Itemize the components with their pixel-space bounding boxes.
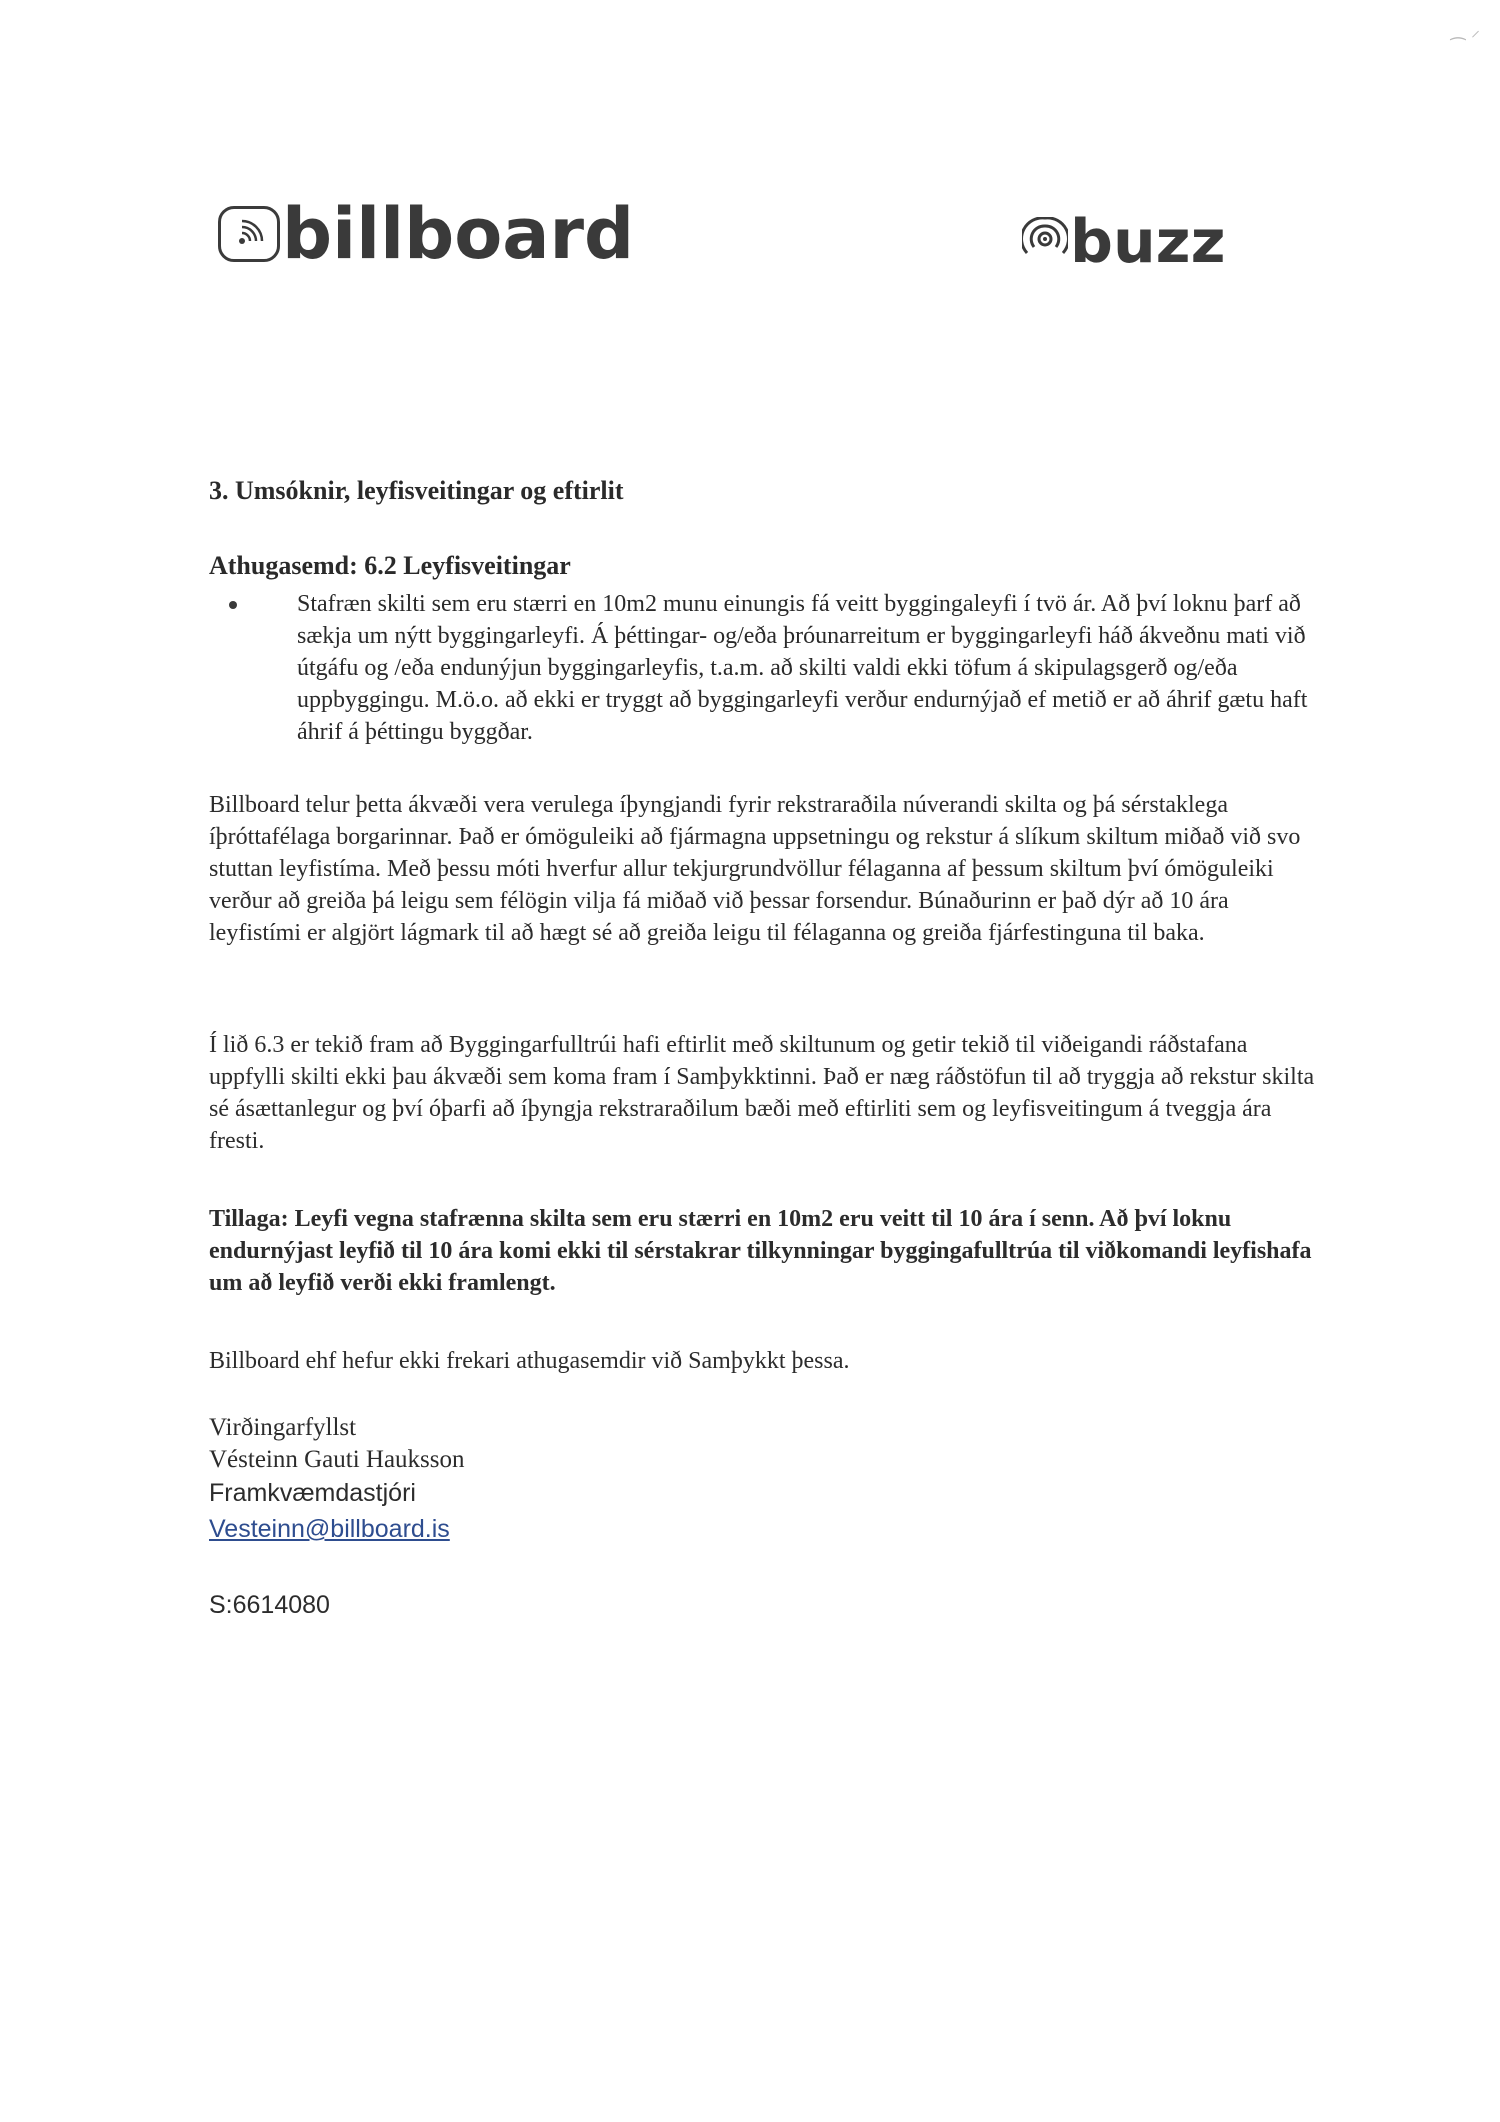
signature-email-link[interactable]: Vesteinn@billboard.is xyxy=(209,1515,450,1543)
signature-name: Vésteinn Gauti Hauksson xyxy=(209,1446,465,1473)
proposal-paragraph: Tillaga: Leyfi vegna stafrænna skilta sem eru stærri en 10m2 eru veitt til 10 ára í senn. Að því loknu endurnýjast leyfið til 10 ára komi ekki til sérstakrar tilkynningar byggingafulltrúa til viðkomandi leyfishafa um að leyfið verði ekki framlengt. xyxy=(209,1206,1312,1296)
list-item xyxy=(209,588,1319,748)
paragraph-oversight: Í lið 6.3 er tekið fram að Byggingarfulltrúi hafi eftirlit með skiltunum og getir tekið til viðeigandi ráðstafana uppfylli skilti ekki þau ákvæði sem koma fram í Samþykktinni. Það er næg ráðstöfun til að tryggja að rekstur skilta sé ásættanlegur og því óþarfi að íþyngja rekstraraðilum bæði með eftirliti sem og leyfisveitingum á tveggja ára fresti. xyxy=(209,1032,1315,1154)
broadcast-icon xyxy=(1022,217,1068,267)
signal-icon xyxy=(232,217,266,251)
bullet-text: Stafræn skilti sem eru stærri en 10m2 munu einungis fá veitt byggingaleyfi í tvö ár. Að því loknu þarf að sækja um nýtt byggingarleyfi. Á þéttingar- og/eða þróunarreitum er byggingarleyfi háð ákveðnu mati við útgáfu og /eða endunýjun byggingarleyfis, t.a.m. að skilti valdi ekki töfum á skipulagsgerð og/eða uppbyggingu. M.ö.o. að ekki er tryggt að byggingarleyfi verður endurnýjað ef metið er að áhrif gætu haft áhrif á þéttingu byggðar. xyxy=(297,591,1308,745)
paragraph-argument: Billboard telur þetta ákvæði vera verulega íþyngjandi fyrir rekstraraðila núverandi skilta og þá sérstaklega íþróttafélaga borgarinnar. Það er ómöguleiki að fjármagna uppsetningu og rekstur á slíkum skiltum miðað við svo stuttan leyfistíma. Með þessu móti hverfur allur tekjurgrundvöllur félaganna af þessum skiltum því ómöguleiki verður að greiða þá leigu sem félögin vilja fá miðað við þessar forsendur. Búnaðurinn er það dýr að 10 ára leyfistími er algjört lágmark til að hægt sé að greiða leigu til félaganna og greiða fjárfestinguna til baka. xyxy=(209,792,1301,946)
billboard-logo xyxy=(218,193,635,275)
bullet-icon xyxy=(229,601,237,609)
signature-title: Framkvæmdastjóri xyxy=(209,1479,416,1507)
billboard-logo-box xyxy=(218,206,280,262)
comment-heading: Athugasemd: 6.2 Leyfisveitingar xyxy=(209,551,571,580)
billboard-logo-text: billboard xyxy=(282,193,635,275)
signature-phone: S:6614080 xyxy=(209,1591,330,1619)
buzz-logo-text: buzz xyxy=(1070,207,1226,277)
scan-artifact: ⁔ ⸝ xyxy=(1450,20,1480,41)
signature-greeting: Virðingarfyllst xyxy=(209,1414,357,1441)
closing-statement: Billboard ehf hefur ekki frekari athugasemdir við Samþykkt þessa. xyxy=(209,1348,850,1374)
buzz-logo xyxy=(1022,207,1226,277)
comment-bullet-list xyxy=(209,588,1319,748)
section-heading: 3. Umsóknir, leyfisveitingar og eftirlit xyxy=(209,476,624,505)
